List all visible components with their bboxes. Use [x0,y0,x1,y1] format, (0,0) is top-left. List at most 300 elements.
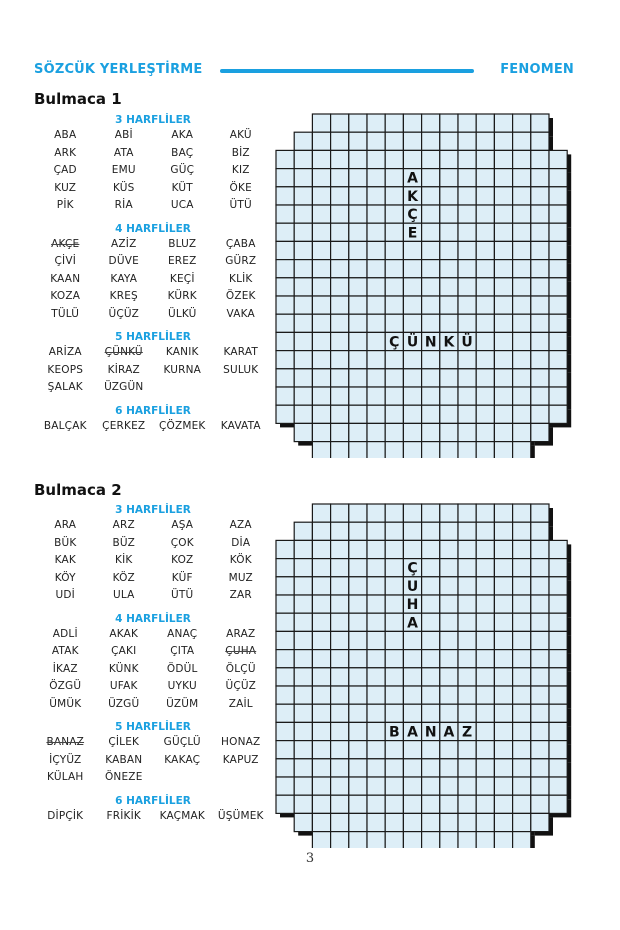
grid-cell[interactable] [367,686,385,704]
grid-cell[interactable] [476,150,494,168]
grid-cell[interactable] [422,832,440,848]
grid-cell[interactable] [513,223,531,241]
grid-cell[interactable] [494,187,512,205]
grid-cell[interactable] [294,405,312,423]
grid-cell[interactable] [294,169,312,187]
grid-cell[interactable] [294,777,312,795]
grid-cell[interactable] [422,595,440,613]
grid-cell[interactable] [331,351,349,369]
grid-cell[interactable] [385,650,403,668]
grid-cell[interactable] [385,832,403,848]
grid-cell[interactable] [367,595,385,613]
grid-cell[interactable] [276,278,294,296]
grid-cell[interactable] [403,504,421,522]
grid-cell[interactable] [312,813,330,831]
grid-cell[interactable] [367,668,385,686]
grid-cell[interactable] [513,595,531,613]
grid-cell[interactable] [458,777,476,795]
grid-cell[interactable] [440,668,458,686]
grid-cell[interactable] [367,260,385,278]
grid-cell[interactable] [403,278,421,296]
grid-cell[interactable] [531,369,549,387]
grid-cell[interactable] [513,759,531,777]
grid-cell[interactable] [422,540,440,558]
grid-cell[interactable] [458,114,476,132]
grid-cell[interactable] [276,369,294,387]
grid-cell[interactable] [494,169,512,187]
grid-cell[interactable] [458,613,476,631]
grid-cell[interactable] [440,169,458,187]
grid-cell[interactable] [349,759,367,777]
grid-cell[interactable] [494,595,512,613]
grid-cell[interactable] [331,114,349,132]
grid-cell[interactable] [513,187,531,205]
grid-cell[interactable] [349,686,367,704]
grid-cell[interactable] [276,759,294,777]
grid-cell[interactable] [513,686,531,704]
grid-cell[interactable] [494,150,512,168]
grid-cell[interactable] [494,722,512,740]
grid-cell[interactable] [312,522,330,540]
grid-cell[interactable] [458,559,476,577]
grid-cell[interactable] [312,540,330,558]
grid-cell[interactable] [403,540,421,558]
grid-cell[interactable] [458,813,476,831]
grid-cell[interactable] [458,442,476,458]
grid-cell[interactable] [422,686,440,704]
grid-cell[interactable] [422,314,440,332]
grid-cell[interactable] [367,369,385,387]
grid-cell[interactable] [531,387,549,405]
grid-cell[interactable] [294,260,312,278]
grid-cell[interactable] [349,278,367,296]
grid-cell[interactable] [476,722,494,740]
grid-cell[interactable] [312,314,330,332]
grid-cell[interactable] [385,795,403,813]
grid-cell[interactable] [531,114,549,132]
grid-cell[interactable] [349,296,367,314]
grid-cell[interactable] [458,686,476,704]
grid-cell[interactable] [422,777,440,795]
grid-cell[interactable] [549,577,567,595]
grid-cell[interactable] [494,260,512,278]
grid-cell[interactable] [531,686,549,704]
grid-cell[interactable] [531,423,549,441]
grid-cell[interactable] [494,704,512,722]
grid-cell[interactable] [549,351,567,369]
grid-cell[interactable] [294,351,312,369]
grid-cell[interactable] [312,205,330,223]
grid-cell[interactable] [549,169,567,187]
grid-cell[interactable] [494,577,512,595]
grid-cell[interactable] [385,704,403,722]
grid-cell[interactable] [549,741,567,759]
grid-cell[interactable] [349,577,367,595]
grid-cell[interactable] [276,559,294,577]
grid-cell[interactable] [403,260,421,278]
grid-cell[interactable] [312,114,330,132]
grid-cell[interactable] [476,795,494,813]
grid-cell[interactable] [422,741,440,759]
grid-cell[interactable] [331,741,349,759]
grid-cell[interactable] [476,686,494,704]
grid-cell[interactable] [294,296,312,314]
grid-cell[interactable] [276,668,294,686]
grid-cell[interactable] [494,332,512,350]
grid-cell[interactable] [276,405,294,423]
grid-cell[interactable] [531,759,549,777]
grid-cell[interactable] [312,650,330,668]
grid-cell[interactable] [331,205,349,223]
grid-cell[interactable] [476,613,494,631]
grid-cell[interactable] [367,351,385,369]
grid-cell[interactable] [331,187,349,205]
grid-cell[interactable] [349,704,367,722]
grid-cell[interactable] [385,442,403,458]
grid-cell[interactable] [549,650,567,668]
grid-cell[interactable] [476,704,494,722]
grid-cell[interactable] [349,595,367,613]
grid-cell[interactable] [440,813,458,831]
grid-cell[interactable] [422,795,440,813]
grid-cell[interactable] [513,741,531,759]
grid-cell[interactable] [494,759,512,777]
grid-cell[interactable] [476,351,494,369]
grid-cell[interactable] [403,351,421,369]
grid-cell[interactable] [312,741,330,759]
grid-cell[interactable] [385,423,403,441]
grid-cell[interactable] [531,332,549,350]
grid-cell[interactable] [294,540,312,558]
grid-cell[interactable] [367,613,385,631]
grid-cell[interactable] [403,668,421,686]
grid-cell[interactable] [349,813,367,831]
grid-cell[interactable] [385,114,403,132]
grid-cell[interactable] [476,577,494,595]
grid-cell[interactable] [312,351,330,369]
grid-cell[interactable] [276,241,294,259]
grid-cell[interactable] [385,595,403,613]
grid-cell[interactable] [494,813,512,831]
grid-cell[interactable] [513,559,531,577]
grid-cell[interactable] [385,540,403,558]
grid-cell[interactable] [476,369,494,387]
grid-cell[interactable] [331,759,349,777]
grid-cell[interactable] [458,631,476,649]
grid-cell[interactable] [312,504,330,522]
grid-cell[interactable] [440,577,458,595]
grid-cell[interactable] [349,241,367,259]
grid-cell[interactable] [385,296,403,314]
grid-cell[interactable] [440,260,458,278]
grid-cell[interactable] [458,169,476,187]
grid-cell[interactable] [476,187,494,205]
grid-cell[interactable] [440,205,458,223]
grid-cell[interactable] [549,631,567,649]
grid-cell[interactable] [549,613,567,631]
grid-cell[interactable] [440,759,458,777]
grid-cell[interactable] [367,278,385,296]
grid-cell[interactable] [294,741,312,759]
grid-cell[interactable] [549,704,567,722]
grid-cell[interactable] [440,405,458,423]
grid-cell[interactable] [513,332,531,350]
grid-cell[interactable] [367,442,385,458]
grid-cell[interactable] [312,704,330,722]
grid-cell[interactable] [494,423,512,441]
grid-cell[interactable] [312,169,330,187]
grid-cell[interactable] [440,522,458,540]
grid-cell[interactable] [458,205,476,223]
grid-cell[interactable] [476,631,494,649]
grid-cell[interactable] [349,522,367,540]
grid-cell[interactable] [494,540,512,558]
grid-cell[interactable] [331,132,349,150]
grid-cell[interactable] [312,132,330,150]
grid-cell[interactable] [312,423,330,441]
grid-cell[interactable] [494,132,512,150]
grid-cell[interactable] [367,423,385,441]
grid-cell[interactable] [367,522,385,540]
grid-cell[interactable] [476,522,494,540]
grid-cell[interactable] [494,741,512,759]
grid-cell[interactable] [531,314,549,332]
grid-cell[interactable] [513,296,531,314]
grid-cell[interactable] [276,260,294,278]
grid-cell[interactable] [294,332,312,350]
grid-cell[interactable] [331,722,349,740]
grid-cell[interactable] [494,668,512,686]
grid-cell[interactable] [422,650,440,668]
grid-cell[interactable] [331,150,349,168]
grid-cell[interactable] [276,314,294,332]
grid-cell[interactable] [440,114,458,132]
grid-cell[interactable] [513,169,531,187]
grid-cell[interactable] [549,722,567,740]
grid-cell[interactable] [349,423,367,441]
grid-cell[interactable] [331,686,349,704]
grid-cell[interactable] [276,187,294,205]
grid-cell[interactable] [458,351,476,369]
grid-cell[interactable] [458,369,476,387]
grid-cell[interactable] [367,205,385,223]
grid-cell[interactable] [294,704,312,722]
grid-cell[interactable] [531,540,549,558]
grid-cell[interactable] [367,223,385,241]
grid-cell[interactable] [349,369,367,387]
grid-cell[interactable] [549,205,567,223]
grid-cell[interactable] [513,832,531,848]
grid-cell[interactable] [385,278,403,296]
grid-cell[interactable] [422,577,440,595]
grid-cell[interactable] [331,442,349,458]
grid-cell[interactable] [294,613,312,631]
grid-cell[interactable] [349,405,367,423]
grid-cell[interactable] [312,296,330,314]
grid-cell[interactable] [403,777,421,795]
grid-cell[interactable] [458,795,476,813]
grid-cell[interactable] [276,150,294,168]
grid-cell[interactable] [458,314,476,332]
grid-cell[interactable] [367,777,385,795]
grid-cell[interactable] [331,169,349,187]
grid-cell[interactable] [549,559,567,577]
grid-cell[interactable] [385,813,403,831]
grid-cell[interactable] [422,423,440,441]
grid-cell[interactable] [385,559,403,577]
grid-cell[interactable] [385,631,403,649]
grid-cell[interactable] [440,686,458,704]
grid-cell[interactable] [367,559,385,577]
grid-cell[interactable] [440,296,458,314]
grid-cell[interactable] [403,423,421,441]
grid-cell[interactable] [276,169,294,187]
grid-cell[interactable] [312,387,330,405]
grid-cell[interactable] [349,442,367,458]
grid-cell[interactable] [494,559,512,577]
grid-cell[interactable] [549,595,567,613]
grid-cell[interactable] [331,704,349,722]
grid-cell[interactable] [367,387,385,405]
grid-cell[interactable] [349,205,367,223]
grid-cell[interactable] [531,241,549,259]
grid-cell[interactable] [385,314,403,332]
grid-cell[interactable] [367,332,385,350]
grid-cell[interactable] [476,423,494,441]
grid-cell[interactable] [403,369,421,387]
grid-cell[interactable] [531,223,549,241]
grid-cell[interactable] [312,187,330,205]
grid-cell[interactable] [276,613,294,631]
grid-cell[interactable] [385,351,403,369]
grid-cell[interactable] [385,668,403,686]
grid-cell[interactable] [403,650,421,668]
grid-cell[interactable] [331,405,349,423]
grid-cell[interactable] [494,278,512,296]
grid-cell[interactable] [367,114,385,132]
grid-cell[interactable] [294,150,312,168]
grid-cell[interactable] [349,114,367,132]
grid-cell[interactable] [331,595,349,613]
grid-cell[interactable] [422,613,440,631]
grid-cell[interactable] [531,613,549,631]
grid-cell[interactable] [294,278,312,296]
grid-cell[interactable] [531,260,549,278]
grid-cell[interactable] [312,631,330,649]
grid-cell[interactable] [294,314,312,332]
grid-cell[interactable] [312,722,330,740]
grid-cell[interactable] [331,241,349,259]
grid-cell[interactable] [422,114,440,132]
grid-cell[interactable] [294,205,312,223]
grid-cell[interactable] [349,613,367,631]
grid-cell[interactable] [331,522,349,540]
grid-cell[interactable] [422,813,440,831]
grid-cell[interactable] [367,741,385,759]
grid-cell[interactable] [367,813,385,831]
grid-cell[interactable] [476,169,494,187]
grid-cell[interactable] [531,504,549,522]
grid-cell[interactable] [476,668,494,686]
grid-cell[interactable] [331,577,349,595]
grid-cell[interactable] [276,595,294,613]
grid-cell[interactable] [349,150,367,168]
grid-cell[interactable] [312,442,330,458]
grid-cell[interactable] [476,442,494,458]
grid-cell[interactable] [440,150,458,168]
grid-cell[interactable] [458,150,476,168]
grid-cell[interactable] [494,442,512,458]
grid-cell[interactable] [513,813,531,831]
grid-cell[interactable] [276,631,294,649]
grid-cell[interactable] [513,351,531,369]
grid-cell[interactable] [549,332,567,350]
grid-cell[interactable] [476,741,494,759]
grid-cell[interactable] [403,686,421,704]
grid-cell[interactable] [331,668,349,686]
grid-cell[interactable] [494,351,512,369]
grid-cell[interactable] [549,296,567,314]
grid-cell[interactable] [458,241,476,259]
grid-cell[interactable] [403,241,421,259]
grid-cell[interactable] [403,314,421,332]
grid-cell[interactable] [422,150,440,168]
grid-cell[interactable] [422,205,440,223]
grid-cell[interactable] [494,613,512,631]
grid-cell[interactable] [513,114,531,132]
grid-cell[interactable] [422,351,440,369]
grid-cell[interactable] [440,223,458,241]
grid-cell[interactable] [367,832,385,848]
grid-cell[interactable] [494,205,512,223]
grid-cell[interactable] [294,187,312,205]
grid-cell[interactable] [422,278,440,296]
grid-cell[interactable] [458,504,476,522]
grid-cell[interactable] [440,423,458,441]
grid-cell[interactable] [294,577,312,595]
grid-cell[interactable] [294,686,312,704]
grid-cell[interactable] [367,722,385,740]
grid-cell[interactable] [312,832,330,848]
grid-cell[interactable] [549,223,567,241]
grid-cell[interactable] [531,559,549,577]
grid-cell[interactable] [349,351,367,369]
grid-cell[interactable] [422,241,440,259]
grid-cell[interactable] [367,296,385,314]
grid-cell[interactable] [476,595,494,613]
grid-cell[interactable] [549,187,567,205]
grid-cell[interactable] [476,241,494,259]
grid-cell[interactable] [513,369,531,387]
grid-cell[interactable] [513,405,531,423]
grid-cell[interactable] [349,777,367,795]
grid-cell[interactable] [422,759,440,777]
grid-cell[interactable] [367,150,385,168]
grid-cell[interactable] [349,132,367,150]
grid-cell[interactable] [422,668,440,686]
grid-cell[interactable] [513,722,531,740]
grid-cell[interactable] [422,387,440,405]
grid-cell[interactable] [403,442,421,458]
grid-cell[interactable] [476,387,494,405]
grid-cell[interactable] [385,777,403,795]
grid-cell[interactable] [549,150,567,168]
grid-cell[interactable] [494,387,512,405]
grid-cell[interactable] [476,223,494,241]
grid-cell[interactable] [276,332,294,350]
grid-cell[interactable] [294,369,312,387]
grid-cell[interactable] [494,296,512,314]
